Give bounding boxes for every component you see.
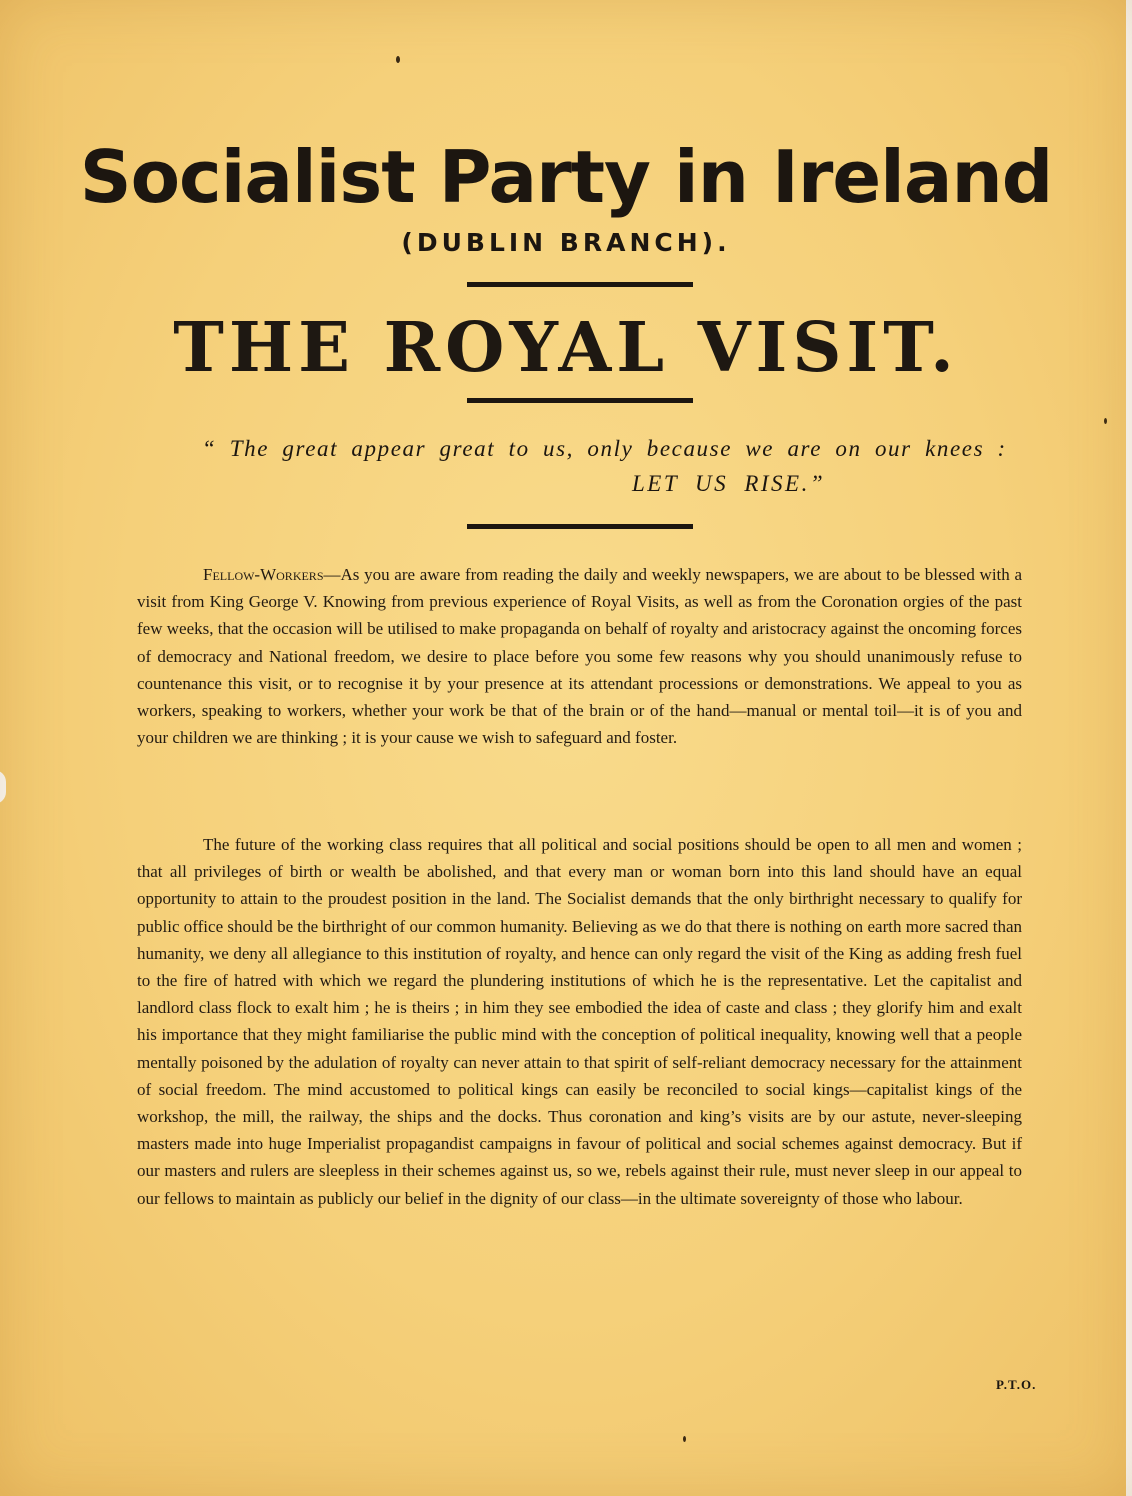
page-tear (0, 770, 6, 804)
body-paragraph-1 (137, 561, 1022, 751)
quote-line-1: “ The great appear great to us, only because we are on our knees : (202, 436, 1007, 461)
headline: THE ROYAL VISIT. (173, 308, 959, 388)
party-title: Socialist Party in Ireland (79, 135, 1053, 219)
branch-subtitle: (DUBLIN BRANCH). (401, 228, 731, 257)
page-edge (1126, 0, 1132, 1496)
ink-speck (683, 1436, 686, 1442)
pto-note: P.T.O. (996, 1377, 1037, 1392)
quote-line-2: LET US RISE.” (632, 471, 826, 496)
paragraph-1-text: —As you are aware from reading the daily and weekly newspapers, we are about to be blessed with a visit from King George V. Knowing from previous experience of Royal Visits, as well as from the Coronation orgies of the past few weeks, that the occasion will be utilised to make propaganda on behalf of royalty and aristocracy against the oncoming forces of democracy and National freedom, we desire to place before you some few reasons why you should unanimously refuse to countenance this visit, or to recognise it by your presence at its attendant processions or demonstrations. We appeal to you as workers, speaking to workers, whether your work be that of the brain or of the hand—manual or mental toil—it is of you and your children we are thinking ; it is your cause we wish to safeguard and foster. (137, 565, 1022, 748)
body-paragraph-2: The future of the working class requires that all political and social positions should be open to all men and women ; that all privileges of birth or wealth be abolished, and that every man or woman born into this land should have an equal opportunity to attain to the proudest position in the land. The Socialist demands that the only birthright necessary to qualify for public office should be the birthright of our common humanity. Believing as we do that there is nothing on earth more sacred than humanity, we deny all allegiance to this institution of royalty, and hence can only regard the visit of the King as adding fresh fuel to the fire of hatred with which we regard the plundering institutions of which he is the representative. Let the capitalist and landlord class flock to exalt him ; he is theirs ; in him they see embodied the idea of caste and class ; they glorify him and exalt his importance that they might familiarise the public mind with the conception of political inequality, knowing well that a people mentally poisoned by the adulation of royalty can never attain to that spirit of self-reliant democracy necessary for the attainment of social freedom. The mind accustomed to political kings can easily be reconciled to social kings—capitalist kings of the workshop, the mill, the railway, the ships and the docks. Thus coronation and king’s visits are by our astute, never-sleeping masters made into huge Imperialist propagandist campaigns in favour of political and social schemes against democracy. But if our masters and rulers are sleepless in their schemes against us, so we, rebels against their rule, must never sleep in our appeal to our fellows to maintain as publicly our belief in the dignity of our class—in the ultimate sovereignty of those who labour. (137, 835, 1022, 1208)
divider-rule (467, 398, 693, 403)
divider-rule (467, 524, 693, 529)
ink-speck (396, 56, 400, 63)
salutation: Fellow-Workers (203, 565, 324, 584)
divider-rule (467, 282, 693, 287)
ink-speck (1104, 418, 1107, 424)
